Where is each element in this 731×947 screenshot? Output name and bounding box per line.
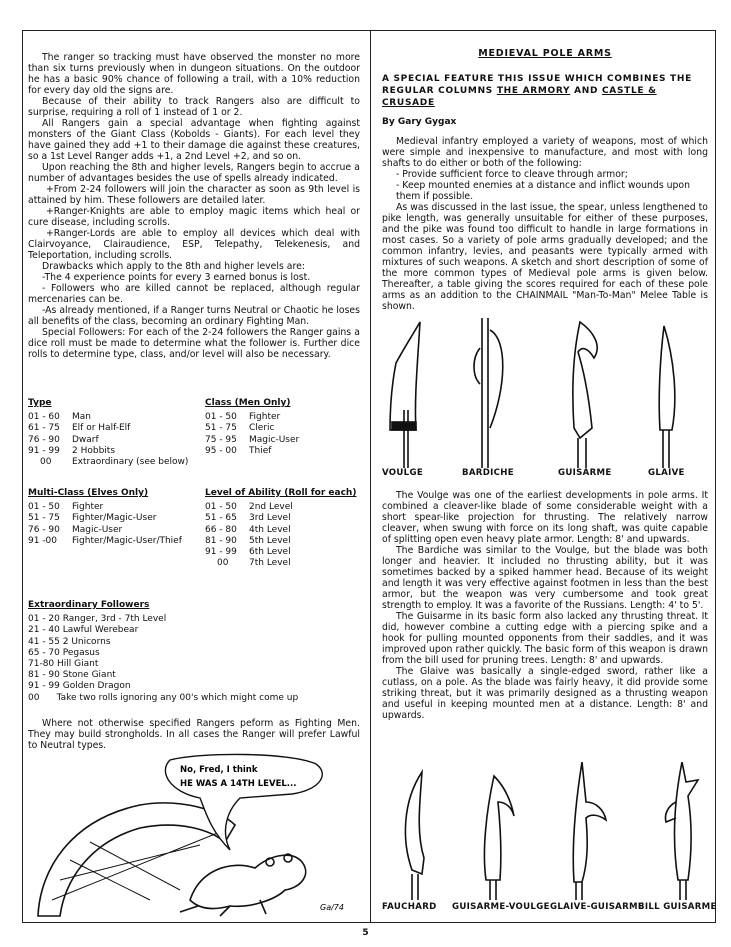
weapon-label: VOULGE <box>382 468 423 478</box>
paragraph: Where not otherwise specified Rangers peform as Fighting Men. They may build strongholds. In all cases the Ranger will prefer Lawful to Neutral types. <box>28 718 360 751</box>
table-row: 21 - 40 Lawful Werebear <box>28 625 139 636</box>
multiclass-table <box>28 488 182 547</box>
table-row: 51 - 75 Cleric <box>205 423 275 434</box>
pole-arms-figure-2 <box>382 762 717 914</box>
table-row: 76 - 90 Magic-User <box>28 524 123 535</box>
weapon-label: GUISARME <box>558 468 612 478</box>
table-title: Type <box>28 398 52 408</box>
paragraph: As was discussed in the last issue, the spear, unless lengthened to pike length, was generally unsuitable for either of these purposes, and the pike was found too difficult to handle in large formations in most cases. So a variety of pole arms gradually developed; and the common infantry, levies, and peasants were typically armed with mixtures of such weapons. A sketch and short description of some of the more common types of Medieval pole arms is given below. Thereafter, a table giving the scores required for each of these pole arms as an addition to the CHAINMAIL "Man-To-Man" Melee Table is shown. <box>382 202 708 312</box>
weapon-label: BILL GUISARME <box>638 902 717 912</box>
bardiche-shaft <box>482 318 488 468</box>
table-row: 61 - 75 Elf or Half-Elf <box>28 423 131 434</box>
paragraph: +Ranger-Lords are able to employ all devices which deal with Clairvoyance, Clairaudience, ESP, Telepathy, Telekenesis, and Teleportation, including scrolls. <box>28 228 360 261</box>
paragraph: The Glaive was basically a single-edged sword, rather like a cutlass, on a pole. As the blade was fairly heavy, it did provide some striking threat, but it was primarily designed as a thrusting weapon and useful in keeping mounted men at a distance. Length: 8' and upwards. <box>382 666 708 721</box>
bullet-item: - Provide sufficient force to cleave through armor; <box>396 169 628 180</box>
extraordinary-table <box>28 600 358 704</box>
paragraph: The Bardiche was similar to the Voulge, but the blade was both longer and heavier. It included no thrusting ability, but it was sometimes backed by a spiked hammer head. Because of its weight and length it was very effective against footmen in less than the best armor, but the weapon was very cumbersome and took great strength to employ. It was a favorite of the Russians. Length: 4' to 5'. <box>382 545 708 611</box>
paragraph: Upon reaching the 8th and higher levels, Rangers begin to accrue a number of advantages besides the use of spells already indicated. <box>28 162 360 184</box>
fauchard-blade <box>405 772 424 874</box>
pole-arms-drawing-2 <box>382 762 708 900</box>
paragraph: The ranger so tracking must have observed the monster no more than six turns previously when in dungeon situations. On the outdoor he has a basic 90% chance of following a trail, with a 10% reduction for every day old the signs are. <box>28 52 360 96</box>
closing-paragraph-wrap <box>28 718 360 751</box>
frog-drawing <box>180 854 306 916</box>
table-title: Level of Ability (Roll for each) <box>205 488 357 498</box>
paragraph: +From 2-24 followers will join the character as soon as 9th level is attained by him. These followers are detailed later. <box>28 184 360 206</box>
level-table <box>205 488 356 569</box>
table-row: 01 - 50 Fighter <box>205 412 281 423</box>
paragraph: Special Followers: For each of the 2-24 followers the Ranger gains a dice roll must be made to determine what the follower is. Further dice rolls to determine type, class, and/or level will also be necessary. <box>28 327 360 360</box>
paragraph: Medieval infantry employed a variety of weapons, most of which were simple and inexpensive to manufacture, and most with long shafts to do either or both of the following: <box>382 136 708 169</box>
table-row: 75 - 95 Magic-User <box>205 434 300 445</box>
table-row: 65 - 70 Pegasus <box>28 647 100 658</box>
pole-arms-drawing-1 <box>382 318 708 468</box>
table-row: 81 - 90 Stone Giant <box>28 670 116 681</box>
artist-signature: Ga/74 <box>320 903 344 912</box>
table-row: 95 - 00 Thief <box>205 445 272 456</box>
table-row: 91 - 99 6th Level <box>205 547 291 558</box>
table-title: Extraordinary Followers <box>28 600 150 610</box>
glaive-guisarme-blade <box>573 762 606 882</box>
article-subtitle: A SPECIAL FEATURE THIS ISSUE WHICH COMBINES THE REGULAR COLUMNS THE ARMORY AND CASTLE & CRUSADE <box>382 74 692 108</box>
speech-bubble <box>165 754 322 850</box>
glaive-blade <box>659 326 675 430</box>
type-table <box>28 398 188 468</box>
table-row: 91 - 99 2 Hobbits <box>28 445 116 456</box>
right-column <box>382 48 708 312</box>
weapon-label: GLAIVE <box>648 468 685 478</box>
paragraph: The Voulge was one of the earliest developments in pole arms. It combined a cleaver-like blade of some considerable weight with a short spear-like projection for thrusting. The relatively narrow cleaver, when swung with force on its long shaft, was quite capable of splitting open even heavy plate armor. Length: 8' and upwards. <box>382 490 708 545</box>
table-row: 76 - 90 Dwarf <box>28 434 99 445</box>
article-title: MEDIEVAL POLE ARMS <box>478 48 612 59</box>
column-divider <box>370 30 371 923</box>
table-row: 66 - 80 4th Level <box>205 524 291 535</box>
left-column <box>28 52 360 360</box>
paragraph: -As already mentioned, if a Ranger turns Neutral or Chaotic he loses all benefits of the class, becoming an ordinary Fighting Man. <box>28 305 360 327</box>
pole-arms-figure-1 <box>382 318 708 480</box>
bill-guisarme-blade <box>665 762 698 880</box>
table-row: 91 -00 Fighter/Magic-User/Thief <box>28 535 182 546</box>
bubble-line-1: No, Fred, I think <box>180 765 258 775</box>
frog-cartoon <box>30 750 364 918</box>
table-row: 81 - 90 5th Level <box>205 535 291 546</box>
table-row: 91 - 99 Golden Dragon <box>28 681 131 692</box>
paragraph: Drawbacks which apply to the 8th and higher levels are: <box>42 261 305 272</box>
class-table <box>205 398 299 457</box>
voulge-blade <box>390 322 420 430</box>
guisarme-voulge-blade <box>484 776 514 880</box>
table-row: 00 Take two rolls ignoring any 00's which might come up <box>28 692 299 703</box>
paragraph: - Followers who are killed cannot be replaced, although regular mercenaries can be. <box>28 283 360 305</box>
table-row: 01 - 50 Fighter <box>28 502 104 513</box>
table-title: Class (Men Only) <box>205 398 291 408</box>
table-row: 01 - 50 2nd Level <box>205 502 293 513</box>
table-row: 00 Extraordinary (see below) <box>40 457 189 468</box>
weapon-label: GUISARME-VOULGE <box>452 902 550 912</box>
table-row: 00 7th Level <box>217 558 291 569</box>
byline: By Gary Gygax <box>382 117 457 127</box>
weapon-label: FAUCHARD <box>382 902 437 912</box>
weapon-label: GLAIVE-GUISARME <box>550 902 645 912</box>
bullet-item: - Keep mounted enemies at a distance and inflict wounds upon them if possible. <box>396 180 691 202</box>
bubble-line-2: HE WAS A 14TH LEVEL... <box>180 779 297 789</box>
table-title: Multi-Class (Elves Only) <box>28 488 149 498</box>
paragraph: +Ranger-Knights are able to employ magic items which heal or cure disease, including scrolls. <box>28 206 360 228</box>
table-row: 41 - 55 2 Unicorns <box>28 636 111 647</box>
table-row: 01 - 20 Ranger, 3rd - 7th Level <box>28 614 167 625</box>
paragraph: The Guisarme in its basic form also lacked any thrusting threat. It did, however combine a cutting edge with a piercing spike and a hook for pulling mounted opponents from their saddles, and it was improved upon rather quickly. The basic form of this weapon is drawn from the bill used for pruning trees. Length: 8' and upwards. <box>382 611 708 666</box>
paragraph: -The 4 experience points for every 3 earned bonus is lost. <box>42 272 311 283</box>
table-row: 51 - 65 3rd Level <box>205 513 291 524</box>
page-number: 5 <box>362 928 369 938</box>
table-row: 51 - 75 Fighter/Magic-User <box>28 513 157 524</box>
voulge-shaft <box>404 410 408 468</box>
table-row: 71-80 Hill Giant <box>28 659 99 670</box>
shell-drawing <box>38 803 235 916</box>
weapon-descriptions <box>382 490 708 721</box>
paragraph: All Rangers gain a special advantage when fighting against monsters of the Giant Class (Kobolds - Giants). For each level they have gained they add +1 to their damage die against these creatures, so a 1st Level Ranger adds +1, a 2nd Level +2, and so on. <box>28 118 360 162</box>
weapon-label: BARDICHE <box>462 468 514 478</box>
paragraph: Because of their ability to track Rangers also are difficult to surprise, requiring a roll of 1 instead of 1 or 2. <box>28 96 360 118</box>
table-row: 01 - 60 Man <box>28 412 91 423</box>
guisarme-blade <box>573 322 597 438</box>
